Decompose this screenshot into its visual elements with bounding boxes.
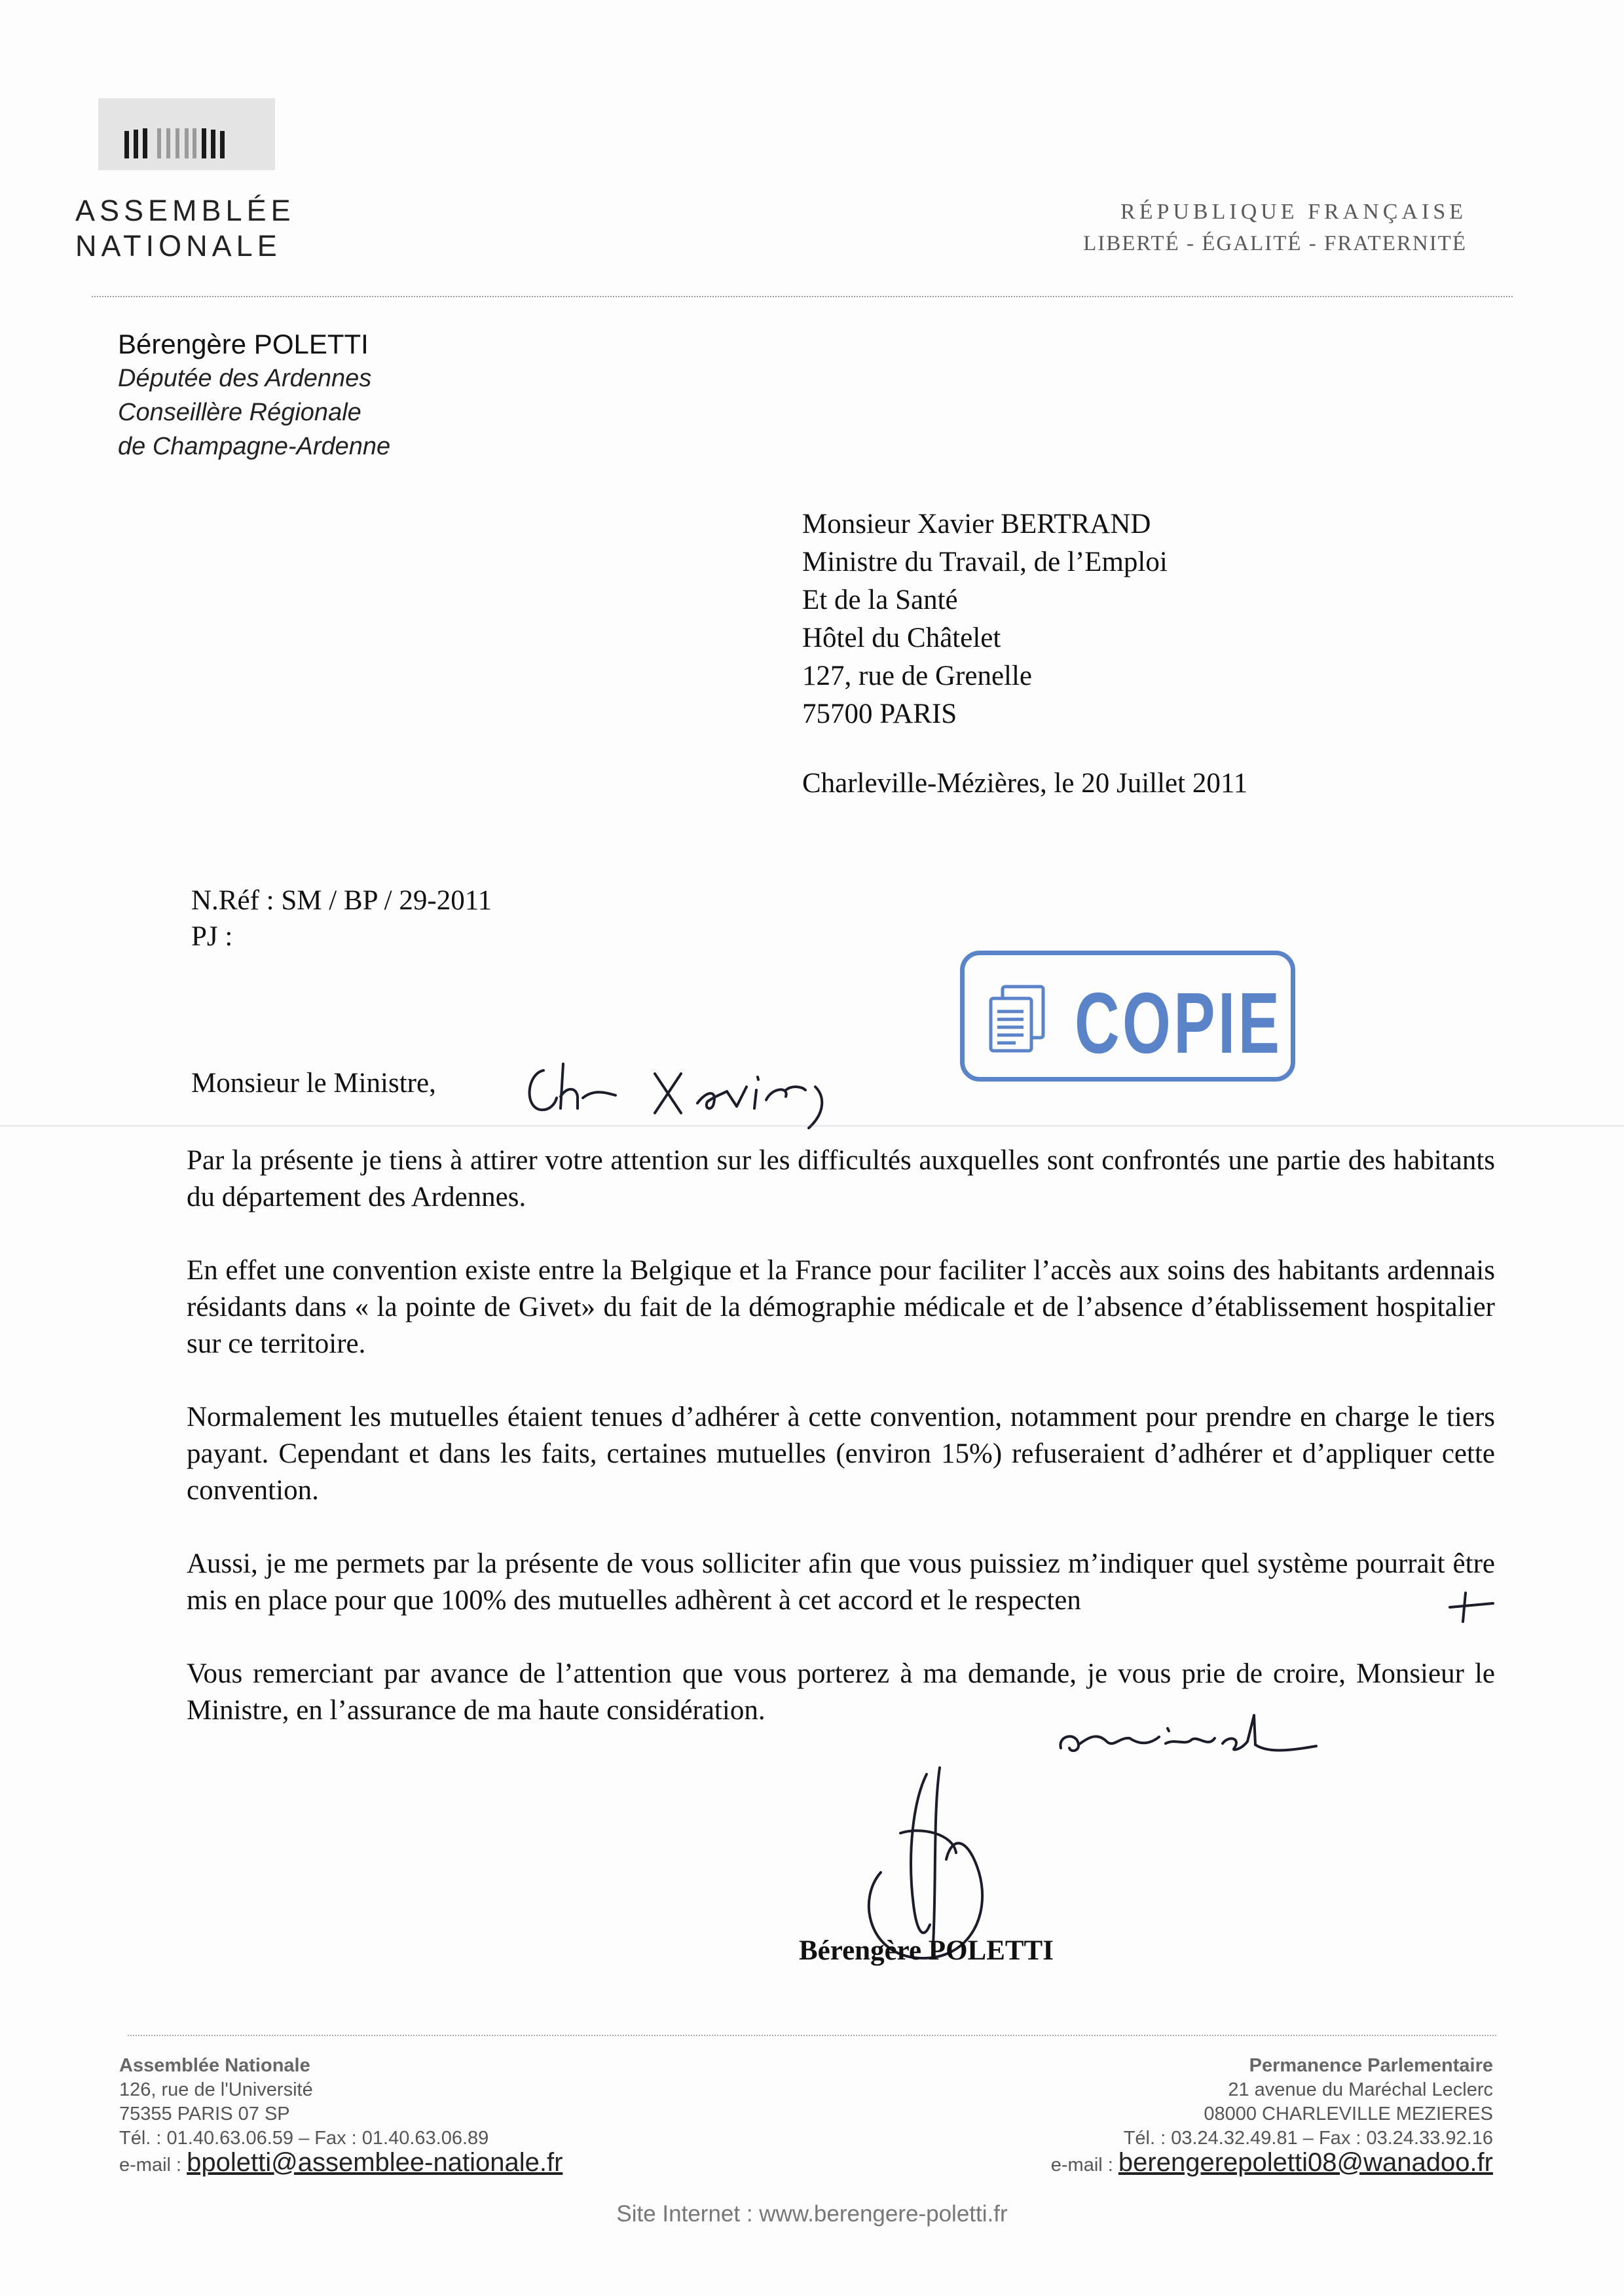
salutation: Monsieur le Ministre, — [191, 1068, 436, 1099]
assemblee-nationale-logo-icon — [98, 98, 275, 170]
logo-line2: NATIONALE — [75, 229, 282, 263]
body-paragraph: En effet une convention existe entre la Belgique et la France pour faciliter l’accès aux soins des habitants ardennais résidants dans « la pointe de Givet» du fait de la démographie médicale et de l’absence d’établissement hospitalier sur ce territoire. — [187, 1255, 1495, 1359]
body-paragraph: Aussi, je me permets par la présente de vous solliciter afin que vous puissiez m’indiquer quel système pourrait être mis en place pour que 100% des mutuelles adhèrent à cet accord et le respecten — [187, 1548, 1495, 1616]
email-link[interactable]: bpoletti@assemblee-nationale.fr — [187, 2148, 563, 2177]
recipient-line: Hôtel du Châtelet — [802, 623, 1001, 653]
recipient-line: Monsieur Xavier BERTRAND — [802, 509, 1151, 539]
recipient-line: Ministre du Travail, de l’Emploi — [802, 547, 1168, 577]
recipient-address — [802, 505, 1168, 733]
stamp-label: COPIE — [1075, 975, 1283, 1071]
footer-phone-line: Tél. : 03.24.32.49.81 – Fax : 03.24.33.92.16 — [1123, 2128, 1493, 2149]
recipient-line: Et de la Santé — [802, 585, 958, 615]
email-link[interactable]: berengerepoletti08@wanadoo.fr — [1118, 2148, 1493, 2177]
recipient-line: 127, rue de Grenelle — [802, 661, 1033, 691]
header-divider — [92, 296, 1513, 297]
footer-address-line: 126, rue de l'Université — [119, 2079, 313, 2100]
footer-address-line: 08000 CHARLEVILLE MEZIERES — [1204, 2104, 1493, 2124]
body-paragraph: Normalement les mutuelles étaient tenues d’adhérer à cette convention, notamment pour prendre en charge le tiers payant. Cependant et dans les faits, certaines mutuelles (environ 15%) refuseraient d’adhérer et d’appliquer cette convention. — [187, 1402, 1495, 1506]
paper-fold-line — [0, 1125, 1624, 1127]
documents-icon — [983, 981, 1056, 1055]
footer-divider — [128, 2035, 1496, 2036]
republique-francaise-header — [1083, 196, 1467, 259]
footer-address-line: 75355 PARIS 07 SP — [119, 2104, 290, 2124]
body-paragraph: Par la présente je tiens à attirer votre attention sur les difficultés auxquelles sont confrontés une partie des habitants du département des Ardennes. — [187, 1145, 1495, 1212]
recipient-line: 75700 PARIS — [802, 699, 957, 729]
footer-assemblee-address — [119, 2054, 563, 2178]
body-paragraph: Vous remerciant par avance de l’attention que vous porterez à ma demande, je vous prie de croire, Monsieur le Ministre, en l’assurance de ma haute considération. — [187, 1658, 1495, 1726]
sender-name: Bérengère POLETTI — [118, 329, 369, 359]
email-label: e-mail : — [119, 2155, 182, 2176]
email-label: e-mail : — [1050, 2155, 1113, 2176]
assemblee-nationale-wordmark — [75, 193, 295, 264]
footer-email-row — [119, 2148, 563, 2178]
footer-title: Permanence Parlementaire — [1249, 2055, 1493, 2076]
footer-address-line: 21 avenue du Maréchal Leclerc — [1228, 2079, 1493, 2100]
republic-motto: LIBERTÉ - ÉGALITÉ - FRATERNITÉ — [1083, 232, 1467, 255]
website-line[interactable]: Site Internet : www.berengere-poletti.fr — [616, 2201, 1008, 2227]
footer-title: Assemblée Nationale — [119, 2055, 310, 2076]
handwritten-salutation-annotation — [517, 1051, 845, 1129]
footer-email-row — [1050, 2148, 1493, 2178]
sender-block — [118, 327, 390, 464]
letter-body — [187, 1142, 1495, 1766]
footer-permanence-address — [1051, 2054, 1493, 2178]
handwritten-closing-annotation — [1051, 1712, 1326, 1764]
sender-role: Conseillère Régionale — [118, 399, 361, 426]
sender-role: de Champagne-Ardenne — [118, 433, 391, 460]
reference-number: N.Réf : SM / BP / 29-2011 — [191, 885, 492, 916]
sender-role: Députée des Ardennes — [118, 365, 372, 392]
copy-stamp — [960, 951, 1295, 1082]
republic-title: RÉPUBLIQUE FRANÇAISE — [1120, 200, 1467, 224]
reference-block — [191, 883, 492, 955]
footer-phone-line: Tél. : 01.40.63.06.59 – Fax : 01.40.63.06.89 — [119, 2128, 489, 2149]
signer-name: Bérengère POLETTI — [799, 1935, 1054, 1966]
handwritten-correction-annotation — [1441, 1588, 1500, 1627]
logo-line1: ASSEMBLÉE — [75, 194, 295, 227]
attachments-label: PJ : — [191, 921, 233, 952]
date-line: Charleville-Mézières, le 20 Juillet 2011 — [802, 768, 1248, 799]
